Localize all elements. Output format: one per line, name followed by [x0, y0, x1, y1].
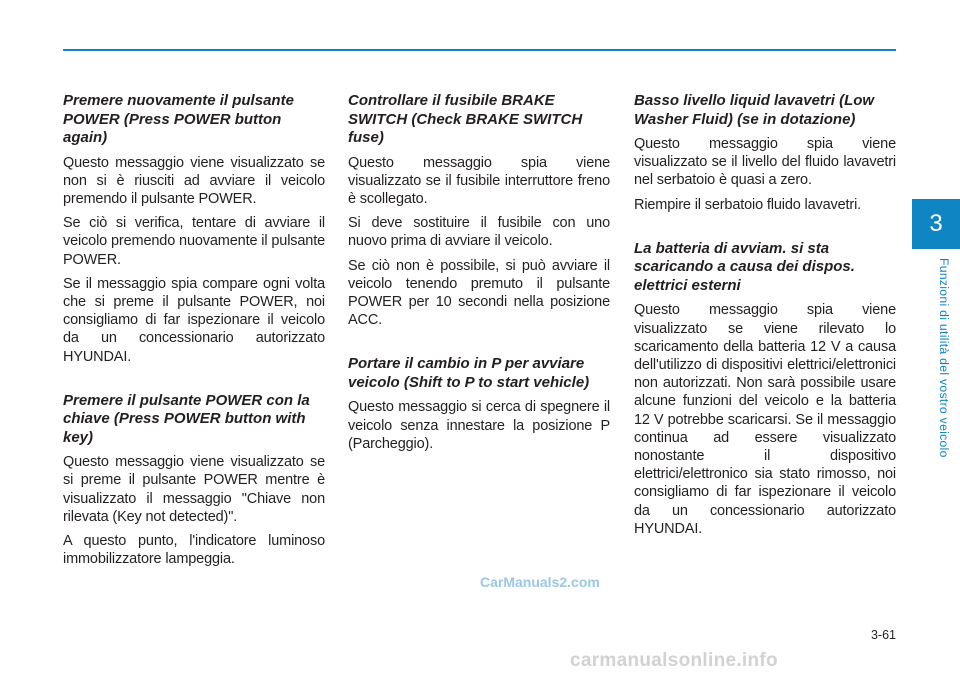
- section-heading: Basso livello liquid lavavetri (Low Washer Fluid) (se in dotazione): [634, 92, 875, 128]
- watermark-online: carmanualsonline.info: [570, 650, 778, 671]
- section-heading: Portare il cambio in P per avviare veicolo (Shift to P to start vehicle): [348, 355, 590, 391]
- paragraph: Questo messaggio spia viene visualizzato se il livello del fluido lavavetri nel serbatoio è quasi a zero.: [634, 136, 896, 189]
- section-heading: Premere nuovamente il pulsante POWER (Press POWER button again): [63, 92, 294, 146]
- text-column-1: [63, 92, 325, 574]
- section-shift-to-p: [348, 355, 610, 453]
- text-column-3: [634, 92, 896, 544]
- section-heading: Controllare il fusibile BRAKE SWITCH (Check BRAKE SWITCH fuse): [348, 92, 583, 146]
- section-press-power-with-key: [63, 392, 325, 569]
- paragraph: A questo punto, l'indicatore luminoso immobilizzatore lampeggia.: [63, 533, 325, 568]
- paragraph: Se il messaggio spia compare ogni volta che si preme il pulsante POWER, noi consigliamo di far ispezionare il veicolo da un concessionario autorizzato HYUNDAI.: [63, 275, 325, 365]
- paragraph: Si deve sostituire il fusibile con uno nuovo prima di avviare il veicolo.: [348, 215, 610, 250]
- page-number: 3-61: [870, 628, 896, 642]
- paragraph: Questo messaggio viene visualizzato se si preme il pulsante POWER mentre è visualizzato il messaggio "Chiave non rilevata (Key not detected)".: [63, 454, 325, 525]
- section-battery-discharging: [634, 240, 896, 538]
- section-low-washer-fluid: [634, 92, 896, 214]
- chapter-title: Funzioni di utilità del vostro veicolo: [937, 258, 951, 458]
- section-heading: Premere il pulsante POWER con la chiave (Press POWER button with key): [63, 391, 310, 446]
- header-rule: [63, 49, 896, 51]
- paragraph: Questo messaggio spia viene visualizzato se il fusibile interruttore freno è scollegato.: [348, 154, 610, 207]
- paragraph: Questo messaggio viene visualizzato se non si è riusciti ad avviare il veicolo premendo il pulsante POWER.: [63, 154, 325, 207]
- paragraph: Questo messaggio spia viene visualizzato se viene rilevato lo scaricamento della batteria 12 V a causa dell'utilizzo di dispositivi elettrici/elettronici non autorizzati. Non sarà possibile usare alcune funzioni del veicolo e la batteria 12 V potrebbe scaricarsi. Se il messaggio continua ad essere visualizzato nonostante il dispositivo elettrici/elettronico sia stato rimosso, noi consigliamo di far ispezionare il veicolo da un concessionario autorizzato HYUNDAI.: [634, 302, 896, 537]
- chapter-number: 3: [929, 210, 943, 237]
- watermark-carmanuals: CarManuals2.com: [480, 574, 600, 590]
- text-column-2: [348, 92, 610, 459]
- paragraph: Questo messaggio si cerca di spegnere il veicolo senza innestare la posizione P (Parcheggio).: [348, 399, 610, 452]
- section-check-brake-switch-fuse: [348, 92, 610, 329]
- paragraph: Riempire il serbatoio fluido lavavetri.: [634, 196, 862, 213]
- paragraph: Se ciò si verifica, tentare di avviare il veicolo premendo nuovamente il pulsante POWER.: [63, 215, 325, 268]
- section-press-power-again: [63, 92, 325, 366]
- chapter-number-tab: [912, 199, 960, 249]
- section-heading: La batteria di avviam. si sta scaricando a causa dei dispos. elettrici esterni: [634, 239, 855, 294]
- paragraph: Se ciò non è possibile, si può avviare il veicolo tenendo premuto il pulsante POWER per 10 secondi nella posizione ACC.: [348, 257, 610, 329]
